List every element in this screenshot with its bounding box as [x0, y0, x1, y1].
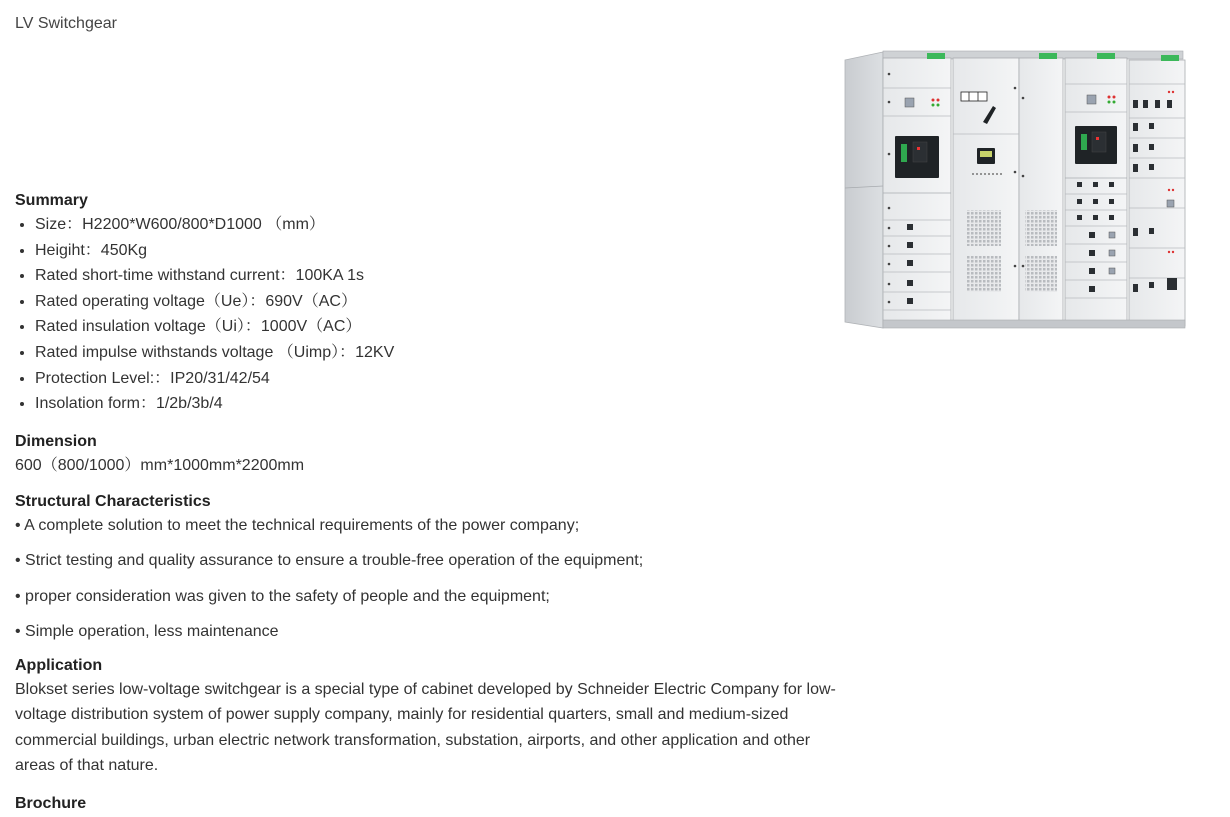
summary-item-impulse-voltage: • Rated impulse withstands voltage （Uimp）：12KV [35, 340, 845, 366]
summary-item-insulation-voltage: • Rated insulation voltage（Ui）：1000V（AC） [35, 314, 845, 340]
breadcrumb: LV Switchgear [15, 15, 117, 32]
summary-item-size: • Size：H2200*W600/800*D1000 （mm） [35, 212, 845, 238]
structural-heading: Structural Characteristics [15, 492, 211, 510]
summary-item-operating-voltage: • Rated operating voltage（Ue）：690V（AC） [35, 289, 845, 315]
structural-item: • Strict testing and quality assurance to ensure a trouble-free operation of the equipment; [15, 552, 644, 570]
summary-heading: Summary [15, 192, 88, 209]
structural-item: • proper consideration was given to the safety of people and the equipment; [15, 587, 550, 605]
dimension-section [15, 431, 845, 479]
summary-list [15, 212, 845, 417]
brochure-section [15, 793, 845, 815]
product-description [15, 190, 845, 815]
structural-item: • A complete solution to meet the technical requirements of the power company; [15, 516, 580, 534]
application-section [15, 655, 845, 779]
summary-section [15, 190, 845, 417]
dimension-heading: Dimension [15, 432, 97, 450]
dimension-text: 600（800/1000）mm*1000mm*2200mm [15, 456, 305, 474]
application-text: Blokset series low-voltage switchgear is a special type of cabinet developed by Schneider Electric Company for low-voltage distribution system of power supply company, mainly for residential quarters, small and medium-sized commercial buildings, urban electric network transformation, substation, airports, and other application and other areas of that nature. [15, 680, 836, 775]
summary-item-short-time-current: • Rated short-time withstand current：100KA 1s [35, 263, 845, 289]
structural-item: • Simple operation, less maintenance [15, 623, 279, 641]
brochure-heading: Brochure [15, 794, 87, 812]
application-heading: Application [15, 656, 103, 674]
summary-item-protection-level: • Protection Level:：IP20/31/42/54 [35, 366, 845, 392]
structural-section [15, 491, 845, 646]
summary-item-insolation-form: • Insolation form：1/2b/3b/4 [35, 391, 845, 417]
switchgear-product-image [843, 48, 1188, 330]
summary-item-weight: • Heigiht：450Kg [35, 238, 845, 264]
